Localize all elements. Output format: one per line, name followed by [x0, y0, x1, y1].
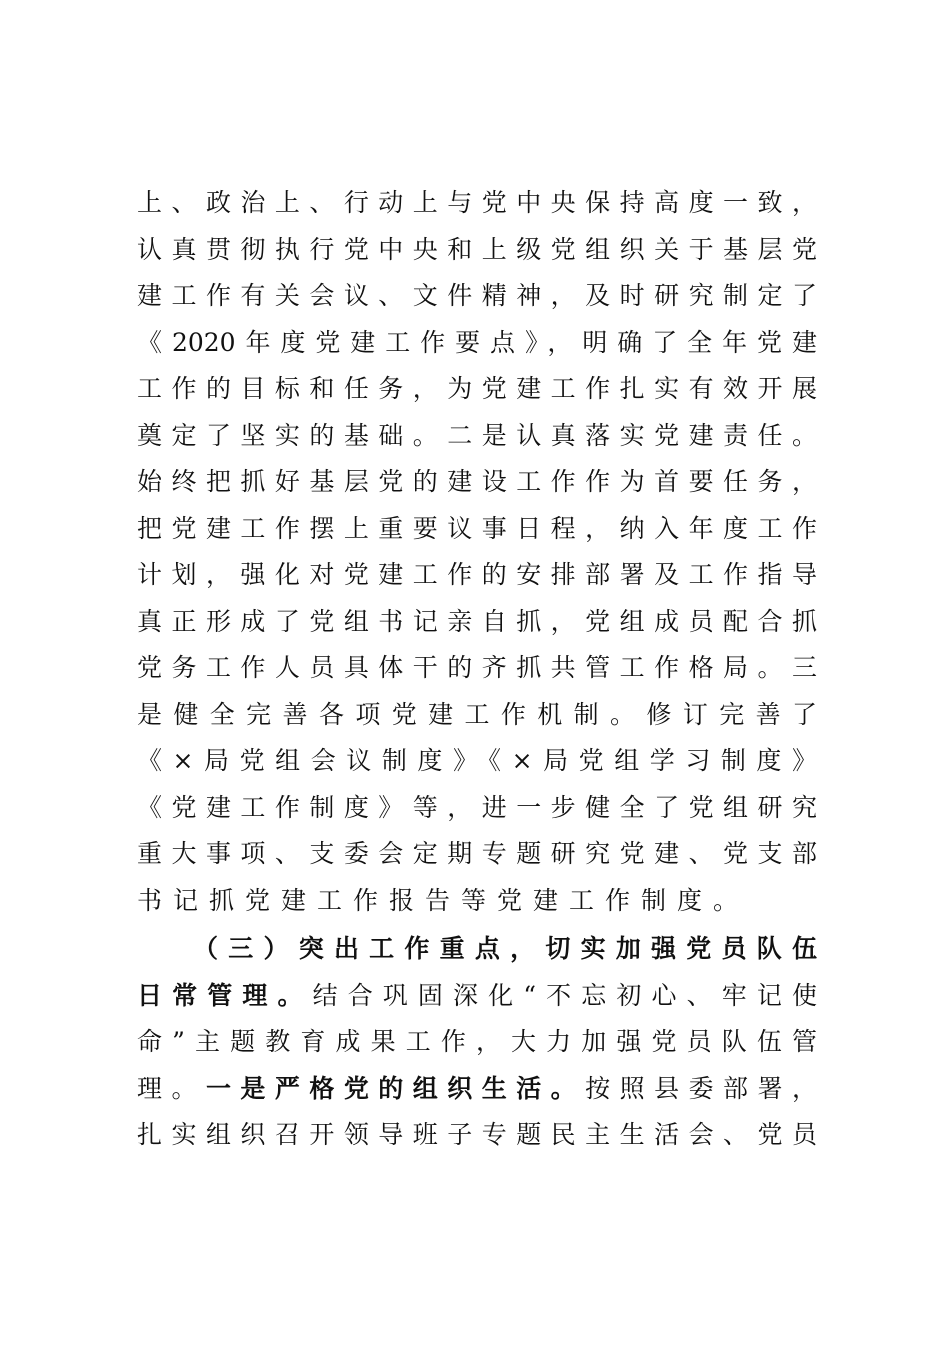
text-line: [137, 1066, 817, 1113]
section-heading-line: [137, 926, 817, 973]
text-line: 认真贯彻执行党中央和上级党组织关于基层党: [137, 234, 817, 264]
bold-subheading: 一是严格党的组织生活。: [205, 1073, 586, 1103]
text-run: 理。: [137, 1073, 206, 1103]
text-line: 是健全完善各项党建工作机制。修订完善了: [137, 699, 817, 729]
text-line: [137, 973, 817, 1020]
text-line: 上、政治上、行动上与党中央保持高度一致，: [137, 188, 817, 217]
text-line: 奠定了坚实的基础。二是认真落实党建责任。: [137, 420, 817, 450]
text-line: 命”主题教育成果工作，大力加强党员队伍管: [137, 1027, 817, 1056]
section-heading-tail: 日常管理。: [137, 980, 313, 1010]
text-line: 工作的目标和任务，为党建工作扎实有效开展: [137, 374, 817, 403]
text-line: 《2020年度党建工作要点》，明确了全年党建: [137, 327, 817, 357]
text-line: 把党建工作摆上重要议事日程，纳入年度工作: [137, 513, 817, 543]
text-line: 《×局党组会议制度》《×局党组学习制度》: [137, 746, 817, 775]
text-line: 建工作有关会议、文件精神，及时研究制定了: [137, 281, 817, 310]
text-line: 重大事项、支委会定期专题研究党建、党支部: [137, 839, 817, 868]
document-body: [137, 180, 817, 1159]
text-line: 始终把抓好基层党的建设工作作为首要任务，: [137, 467, 817, 496]
text-run: 按照县委部署，: [585, 1073, 817, 1103]
text-line-last: 书记抓党建工作报告等党建工作制度。: [137, 885, 750, 915]
section-heading: （三）突出工作重点，切实加强党员队伍: [193, 934, 817, 963]
text-line: 计划，强化对党建工作的安排部署及工作指导: [137, 560, 817, 589]
paragraph-1: [137, 180, 817, 924]
text-line: 《党建工作制度》等，进一步健全了党组研究: [137, 792, 817, 822]
text-line: 真正形成了党组书记亲自抓，党组成员配合抓: [137, 606, 817, 636]
text-line: 扎实组织召开领导班子专题民主生活会、党员: [137, 1120, 817, 1149]
paragraph-2: [137, 926, 817, 1159]
text-line: 党务工作人员具体干的齐抓共管工作格局。三: [137, 653, 817, 682]
text-run: 结合巩固深化“不忘初心、牢记使: [312, 980, 817, 1010]
